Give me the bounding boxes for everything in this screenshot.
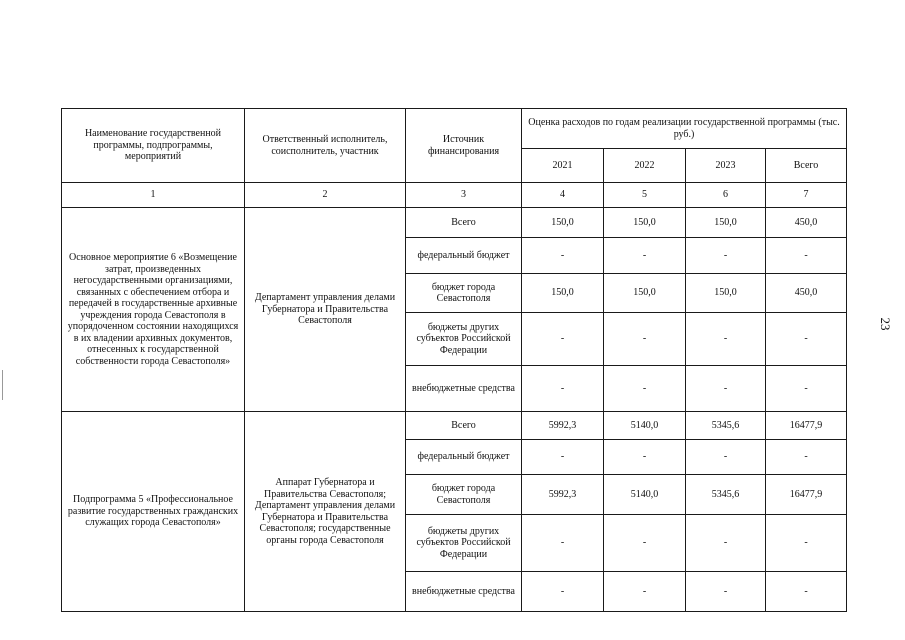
value-cell: 5992,3 bbox=[522, 475, 604, 515]
funding-source: внебюджетные средства bbox=[406, 366, 522, 412]
column-number: 5 bbox=[604, 183, 686, 208]
column-number: 3 bbox=[406, 183, 522, 208]
header-year: 2023 bbox=[686, 149, 766, 183]
header-year: 2022 bbox=[604, 149, 686, 183]
funding-source: бюджеты других субъектов Российской Федерации bbox=[406, 313, 522, 366]
funding-source: Всего bbox=[406, 208, 522, 238]
value-cell: - bbox=[766, 572, 847, 612]
value-cell: - bbox=[522, 313, 604, 366]
column-number-row bbox=[62, 183, 847, 208]
value-cell: - bbox=[604, 572, 686, 612]
value-cell: 150,0 bbox=[604, 274, 686, 313]
value-cell: - bbox=[604, 366, 686, 412]
value-cell: - bbox=[522, 238, 604, 274]
value-cell: - bbox=[766, 515, 847, 572]
value-cell: - bbox=[604, 238, 686, 274]
value-cell: - bbox=[686, 366, 766, 412]
value-cell: 150,0 bbox=[522, 208, 604, 238]
program-responsible: Департамент управления делами Губернатора и Правительства Севастополя bbox=[245, 208, 406, 412]
column-number: 6 bbox=[686, 183, 766, 208]
header-name: Наименование государственной программы, подпрограммы, мероприятий bbox=[62, 109, 245, 183]
value-cell: - bbox=[686, 440, 766, 475]
scan-artifact bbox=[2, 370, 3, 400]
value-cell: 150,0 bbox=[686, 208, 766, 238]
table-row bbox=[62, 412, 847, 440]
value-cell: 450,0 bbox=[766, 274, 847, 313]
table-row bbox=[62, 208, 847, 238]
funding-source: внебюджетные средства bbox=[406, 572, 522, 612]
value-cell: - bbox=[686, 572, 766, 612]
value-cell: - bbox=[766, 440, 847, 475]
value-cell: - bbox=[686, 515, 766, 572]
value-cell: 5140,0 bbox=[604, 475, 686, 515]
header-estimate: Оценка расходов по годам реализации государственной программы (тыс. руб.) bbox=[522, 109, 847, 149]
funding-source: бюджет города Севастополя bbox=[406, 274, 522, 313]
header-responsible: Ответственный исполнитель, соисполнитель, участник bbox=[245, 109, 406, 183]
value-cell: - bbox=[604, 313, 686, 366]
value-cell: 450,0 bbox=[766, 208, 847, 238]
value-cell: 150,0 bbox=[686, 274, 766, 313]
header-year: 2021 bbox=[522, 149, 604, 183]
funding-source: бюджет города Севастополя bbox=[406, 475, 522, 515]
column-number: 7 bbox=[766, 183, 847, 208]
header-source: Источник финансирования bbox=[406, 109, 522, 183]
value-cell: 150,0 bbox=[522, 274, 604, 313]
value-cell: - bbox=[766, 238, 847, 274]
value-cell: - bbox=[604, 515, 686, 572]
value-cell: 16477,9 bbox=[766, 412, 847, 440]
budget-table bbox=[61, 108, 847, 612]
column-number: 4 bbox=[522, 183, 604, 208]
value-cell: - bbox=[522, 366, 604, 412]
value-cell: - bbox=[522, 440, 604, 475]
value-cell: - bbox=[686, 313, 766, 366]
program-name: Подпрограмма 5 «Профессиональное развитие государственных гражданских служащих города Севастополя» bbox=[62, 412, 245, 612]
funding-source: бюджеты других субъектов Российской Федерации bbox=[406, 515, 522, 572]
page-number: 23 bbox=[878, 317, 893, 331]
header-total: Всего bbox=[766, 149, 847, 183]
value-cell: 16477,9 bbox=[766, 475, 847, 515]
program-responsible: Аппарат Губернатора и Правительства Севастополя; Департамент управления делами Губернатора и Правительства Севастополя; государственные органы города Севастополя bbox=[245, 412, 406, 612]
value-cell: - bbox=[522, 515, 604, 572]
value-cell: 5345,6 bbox=[686, 412, 766, 440]
value-cell: - bbox=[522, 572, 604, 612]
value-cell: - bbox=[686, 238, 766, 274]
value-cell: 150,0 bbox=[604, 208, 686, 238]
column-number: 2 bbox=[245, 183, 406, 208]
funding-source: федеральный бюджет bbox=[406, 238, 522, 274]
value-cell: - bbox=[604, 440, 686, 475]
header-row bbox=[62, 109, 847, 149]
funding-source: федеральный бюджет bbox=[406, 440, 522, 475]
value-cell: 5345,6 bbox=[686, 475, 766, 515]
value-cell: - bbox=[766, 313, 847, 366]
value-cell: - bbox=[766, 366, 847, 412]
value-cell: 5140,0 bbox=[604, 412, 686, 440]
column-number: 1 bbox=[62, 183, 245, 208]
value-cell: 5992,3 bbox=[522, 412, 604, 440]
program-name: Основное мероприятие 6 «Возмещение затрат, произведенных негосударственными организациями, связанных с обеспечением отбора и передачей в государственные архивные учреждения города Севастополя в упорядоченном состоянии находящихся в их владении архивных документов, отнесенных к государственной собственности города Севастополя» bbox=[62, 208, 245, 412]
funding-source: Всего bbox=[406, 412, 522, 440]
